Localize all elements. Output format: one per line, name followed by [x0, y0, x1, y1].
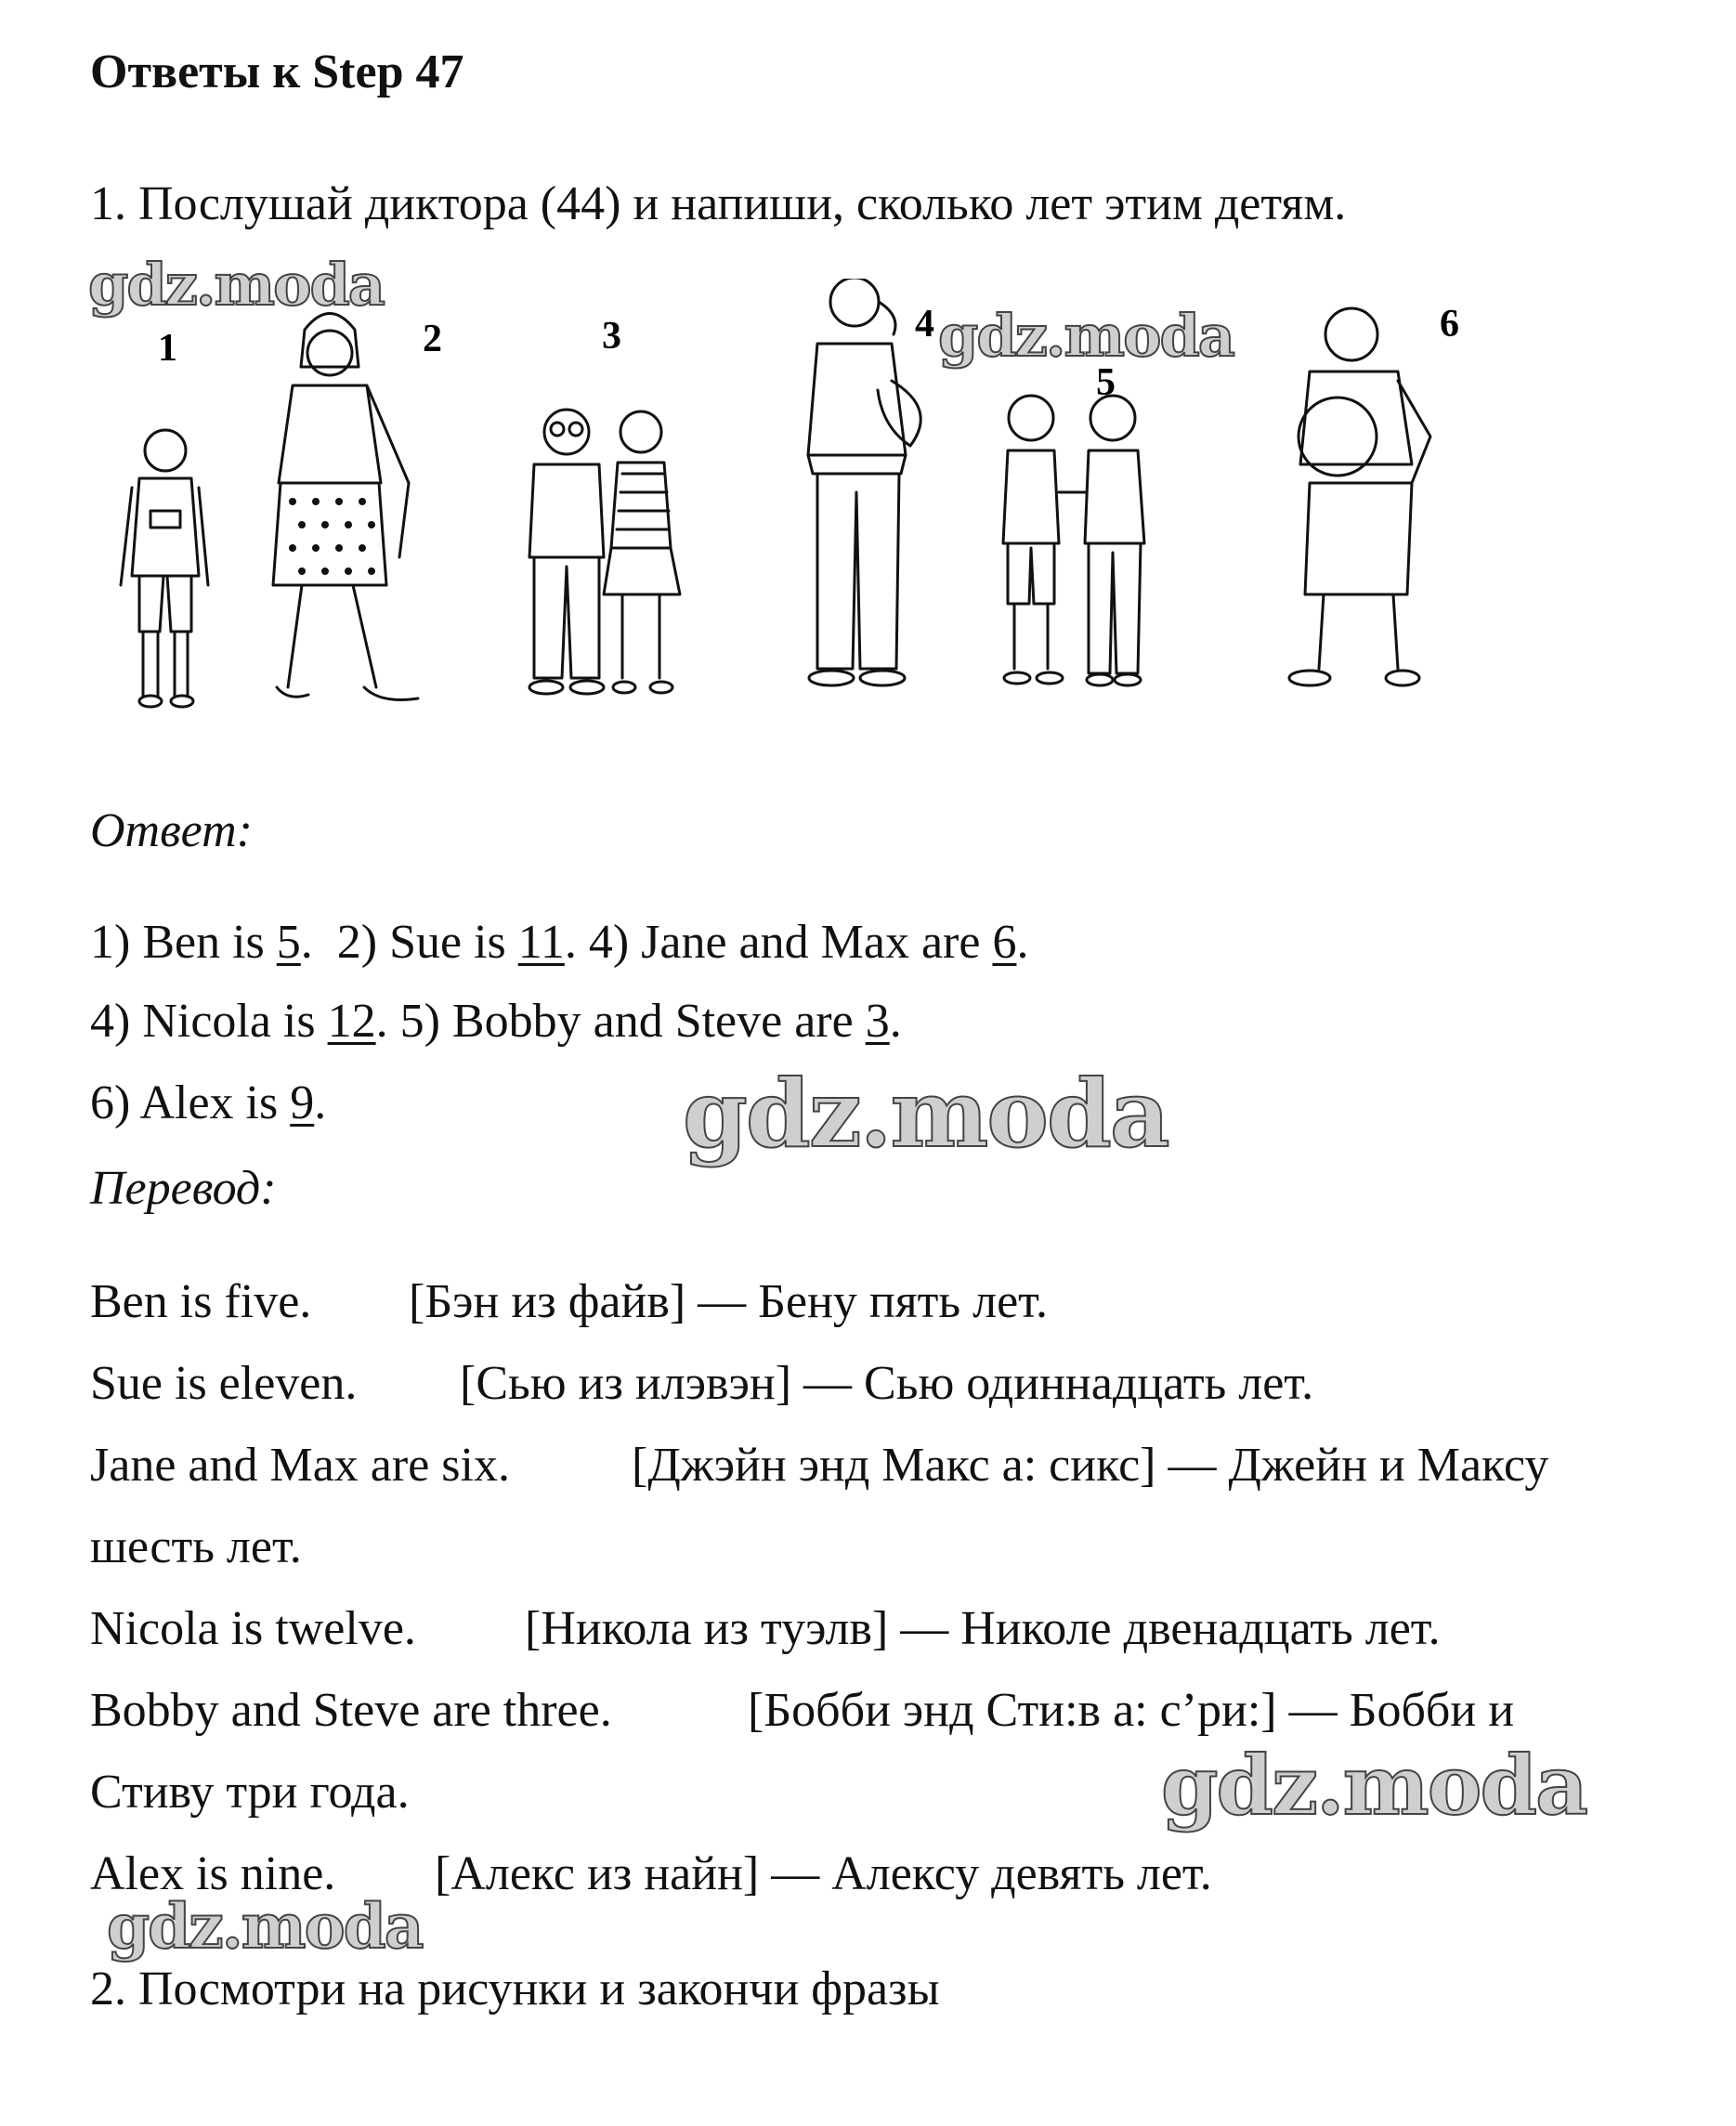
figure-number-1: 1 [158, 327, 177, 370]
translation-ru-5-cont: Стиву три года. [90, 1766, 410, 1819]
translation-ru-4: [Никола из туэлв] — Николе двенадцать лет. [525, 1602, 1441, 1655]
answer-text: 4) Nicola is [90, 995, 328, 1048]
figure-number-6: 6 [1440, 303, 1459, 346]
child-figure-1 [121, 430, 208, 707]
answer-number: 5 [276, 916, 301, 969]
child-figure-6 [1289, 308, 1430, 685]
answer-number: 11 [517, 916, 565, 969]
answer-text: 1) Ben is [90, 916, 277, 969]
watermark-logo: gdz.moda [1161, 1737, 1587, 1833]
watermark-logo: gdz.moda [107, 1890, 423, 1963]
translation-en-2: Sue is eleven. [90, 1357, 358, 1410]
child-figure-4 [808, 279, 920, 685]
answer-text: . [1016, 916, 1029, 969]
answer-text: . 4) Jane and Max are [564, 916, 993, 969]
translation-label: Перевод: [90, 1162, 277, 1215]
translation-ru-1: [Бэн из файв] — Бену пять лет. [409, 1275, 1048, 1328]
translation-en-3: Jane and Max are six. [90, 1439, 510, 1492]
task1-prompt: 1. Послушай диктора (44) и напиши, сколько лет этим детям. [90, 177, 1347, 230]
answer-line-3 [90, 1076, 326, 1130]
figure-number-5: 5 [1096, 361, 1116, 404]
answer-text: . 2) Sue is [300, 916, 518, 969]
translation-en-5: Bobby and Steve are three. [90, 1684, 612, 1737]
answer-text: . [889, 995, 902, 1048]
task2-prompt: 2. Посмотри на рисунки и закончи фразы [90, 1963, 940, 2015]
answer-line-2 [90, 994, 902, 1049]
answer-number: 9 [290, 1076, 315, 1129]
translation-ru-2: [Сью из илэвэн] — Сью одиннадцать лет. [460, 1357, 1314, 1410]
translation-en-1: Ben is five. [90, 1275, 312, 1328]
translation-ru-6: [Алекс из найн] — Алексу девять лет. [435, 1847, 1212, 1900]
translation-ru-3-cont: шесть лет. [90, 1520, 302, 1573]
figure-number-4: 4 [915, 303, 934, 346]
translation-en-4: Nicola is twelve. [90, 1602, 416, 1655]
translation-ru-5: [Бобби энд Сти:в а: с’ри:] — Бобби и [748, 1684, 1515, 1737]
answer-number: 6 [992, 916, 1017, 969]
watermark-logo: gdz.moda [88, 251, 384, 319]
answer-number: 3 [865, 995, 890, 1048]
translation-ru-3: [Джэйн энд Макс а: сикс] — Джейн и Максу [632, 1439, 1549, 1492]
watermark-logo: gdz.moda [938, 302, 1233, 370]
figure-number-3: 3 [602, 315, 621, 358]
watermark-logo: gdz.moda [683, 1059, 1168, 1168]
child-figure-5 [1003, 396, 1144, 685]
child-figure-2 [273, 314, 418, 700]
translation-en-6: Alex is nine. [90, 1847, 336, 1900]
answer-number: 12 [327, 995, 376, 1048]
answer-text: . 5) Bobby and Steve are [375, 995, 866, 1048]
answer-label: Ответ: [90, 804, 253, 857]
children-illustration [102, 279, 1468, 715]
answer-text: . [314, 1076, 327, 1129]
answer-text: 6) Alex is [90, 1076, 291, 1129]
answer-line-1 [90, 915, 1028, 970]
child-figure-3 [529, 410, 680, 694]
figure-number-2: 2 [423, 318, 442, 360]
page-title: Ответы к Step 47 [90, 46, 464, 98]
